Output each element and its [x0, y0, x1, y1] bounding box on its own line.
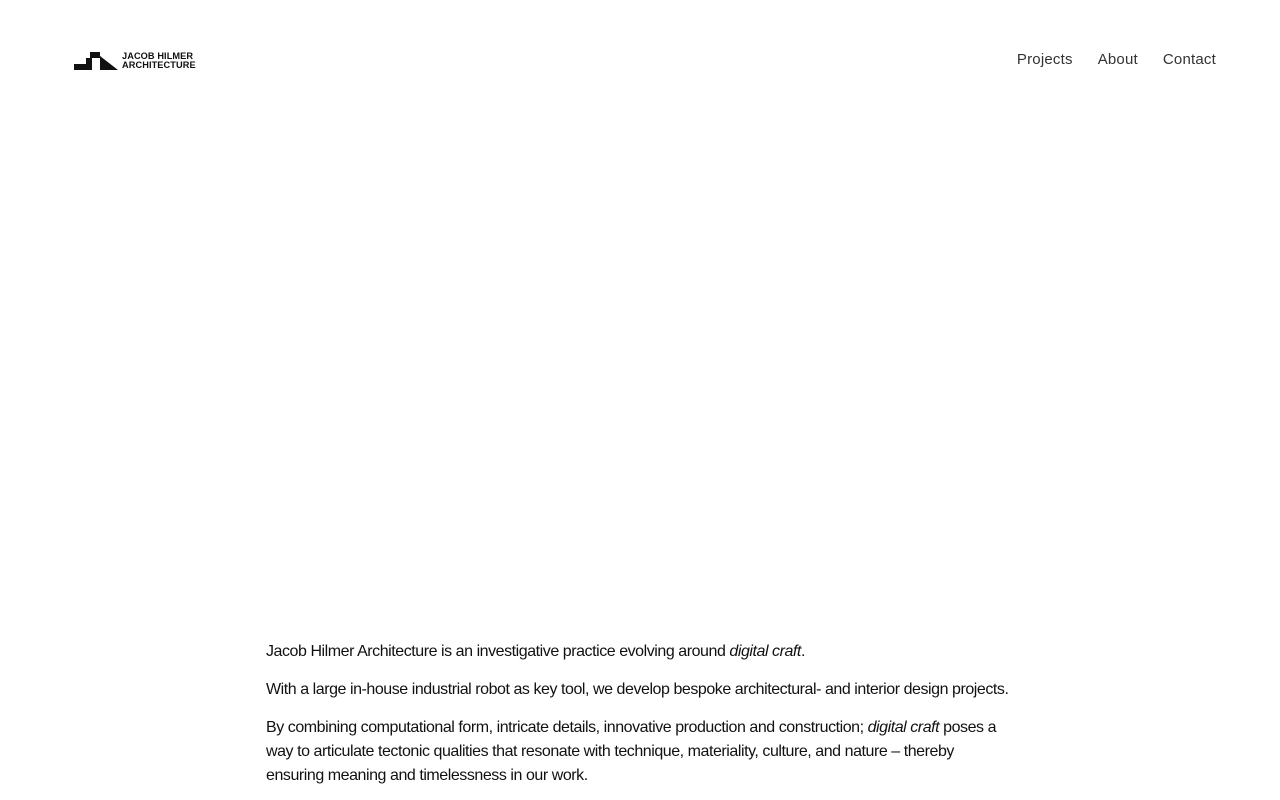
intro-paragraph-3 — [266, 716, 1011, 788]
intro-p3-text: By combining computational form, intricate details, innovative production and construction; — [266, 719, 868, 736]
site-logo-link[interactable] — [74, 52, 196, 70]
intro-p1-text: Jacob Hilmer Architecture is an investigative practice evolving around — [266, 643, 730, 660]
intro-p3-end: poses a way to articulate tectonic qualities that resonate with technique, materiality, culture, and nature – thereby ensuring meaning and timelessness in our work. — [266, 719, 997, 784]
jha-logo-mark-icon — [74, 52, 120, 70]
intro-p1-end: . — [800, 643, 805, 660]
nav-contact-link[interactable]: Contact — [1162, 51, 1216, 68]
site-header — [0, 0, 1280, 120]
nav-about-link[interactable]: About — [1097, 51, 1138, 68]
logo-wordmark — [122, 52, 196, 70]
intro-text — [266, 640, 1011, 800]
intro-paragraph-1 — [266, 640, 1011, 664]
intro-p3-emphasis: digital craft — [867, 719, 940, 736]
intro-p1-emphasis: digital craft — [729, 643, 801, 660]
nav-projects-link[interactable]: Projects — [1016, 51, 1073, 68]
logo-line-1: JACOB HILMER — [122, 51, 194, 61]
intro-paragraph-2: With a large in-house industrial robot as key tool, we develop bespoke architectural- and interior design projects. — [266, 681, 1009, 698]
main-nav — [1017, 50, 1216, 70]
hero-area — [0, 120, 1280, 610]
logo-line-2: ARCHITECTURE — [122, 60, 196, 70]
